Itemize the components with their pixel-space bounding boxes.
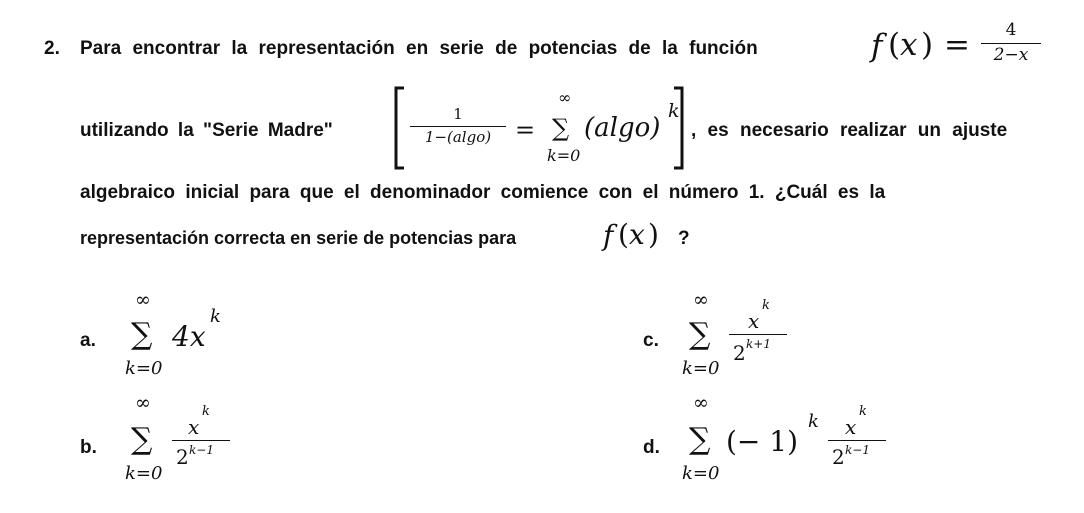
serie-madre-equals: = <box>515 116 536 144</box>
serie-madre-term: (algo) <box>584 113 661 143</box>
question-number: 2. <box>44 38 60 59</box>
option-b-numerator-exponent: k <box>202 404 210 419</box>
fx-paren-close: ) <box>921 27 934 63</box>
option-b-label[interactable]: b. <box>80 437 97 458</box>
option-b-denominator-base: 2 <box>176 445 189 469</box>
option-b-fraction-bar <box>172 440 230 441</box>
question-line3: algebraico inicial para que el denominador comience con el número 1. ¿Cuál es la <box>80 182 886 203</box>
fx-fraction <box>981 22 1041 64</box>
question-line2-prefix: utilizando la "Serie Madre" <box>80 120 333 141</box>
option-d-numerator-base: x <box>845 415 857 439</box>
serie-madre-sum-upper: ∞ <box>558 88 572 107</box>
option-d-fraction-bar <box>828 440 886 441</box>
line4-paren-close: ) <box>648 218 659 251</box>
question-line4: representación correcta en serie de potencias para <box>80 228 517 248</box>
option-d-factor-exponent: k <box>808 411 819 432</box>
question-line2-suffix: , es necesario realizar un ajuste <box>691 120 1008 141</box>
option-a-label[interactable]: a. <box>80 330 96 351</box>
serie-madre-fraction-bar <box>410 126 506 127</box>
option-c-denominator-base: 2 <box>733 341 746 365</box>
serie-madre-numerator: 1 <box>453 105 463 123</box>
fx-function-name: f <box>871 28 883 64</box>
option-c-numerator-base: x <box>748 309 760 333</box>
line4-function-name: f <box>603 219 614 252</box>
serie-madre-exponent: k <box>668 100 680 122</box>
fx-denominator: 2−x <box>993 45 1029 66</box>
option-d-denominator-base: 2 <box>832 445 845 469</box>
option-b-numerator-base: x <box>188 415 200 439</box>
line4-question-mark: ? <box>678 228 690 249</box>
line4-paren-open: ( <box>618 218 629 251</box>
fx-paren-open: ( <box>888 27 901 63</box>
option-d-numerator-exponent: k <box>859 404 867 419</box>
option-d-factor: (− 1) <box>726 425 799 458</box>
option-d-sigma: ∑ <box>689 422 711 457</box>
option-a-lower-limit: k=0 <box>125 358 163 379</box>
serie-madre-sigma: ∑ <box>552 114 570 142</box>
option-a-sigma: ∑ <box>131 317 153 352</box>
option-d-denominator-exponent: k−1 <box>845 443 870 457</box>
fx-equals-sign: = <box>944 27 970 63</box>
question-line1: Para encontrar la representación en serie de potencias de la función <box>80 38 758 59</box>
serie-madre-sum-lower: k=0 <box>547 146 581 165</box>
option-a-term: 4x <box>172 320 206 353</box>
option-c-lower-limit: k=0 <box>682 358 720 379</box>
option-d-upper-limit: ∞ <box>693 392 709 414</box>
option-b-sigma: ∑ <box>131 422 153 457</box>
option-c-denominator-exponent: k+1 <box>746 337 771 351</box>
option-c-upper-limit: ∞ <box>693 289 709 311</box>
option-a-exponent: k <box>210 306 221 327</box>
option-c-sigma: ∑ <box>689 317 711 352</box>
serie-madre-fraction <box>410 107 506 145</box>
option-b-denominator-exponent: k−1 <box>189 443 214 457</box>
serie-madre-denominator: 1−(algo) <box>424 128 492 147</box>
fx-fraction-bar <box>981 43 1041 44</box>
option-d-label[interactable]: d. <box>643 437 660 458</box>
option-c-fraction-bar <box>729 334 787 335</box>
option-a-upper-limit: ∞ <box>135 289 151 311</box>
line4-variable: x <box>629 218 645 251</box>
option-b-upper-limit: ∞ <box>135 392 151 414</box>
option-b-lower-limit: k=0 <box>125 463 163 484</box>
option-d-lower-limit: k=0 <box>682 463 720 484</box>
fx-numerator: 4 <box>1005 20 1017 40</box>
option-c-numerator-exponent: k <box>762 298 770 313</box>
option-c-label[interactable]: c. <box>643 330 659 351</box>
fx-variable: x <box>900 27 918 63</box>
